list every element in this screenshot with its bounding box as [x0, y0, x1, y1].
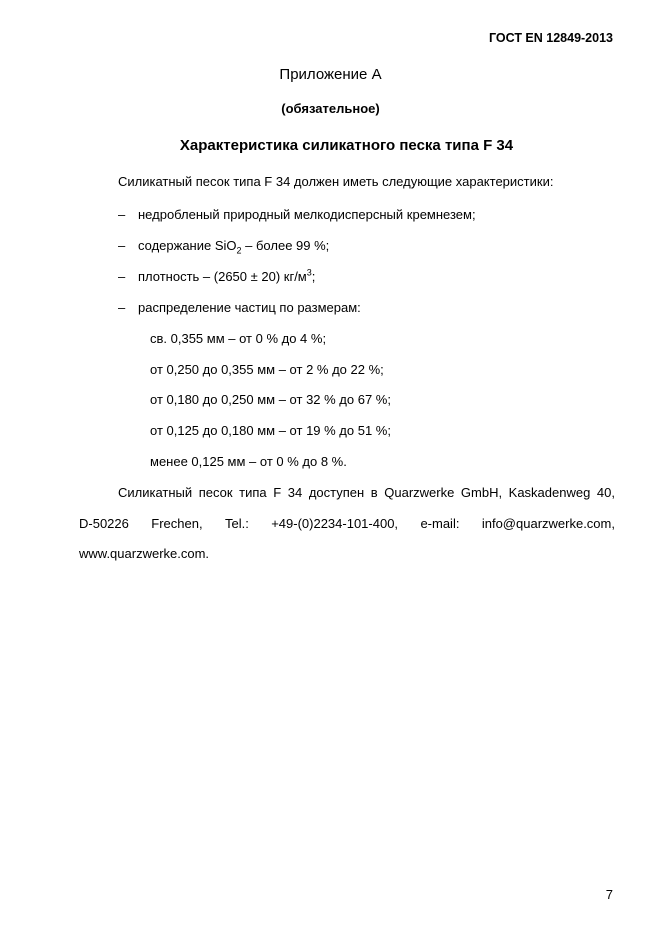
list-item	[138, 269, 315, 284]
email-address: info@quarzwerke.com,	[481, 516, 615, 531]
word: в	[370, 485, 378, 500]
list-item	[138, 238, 330, 256]
word: GmbH,	[460, 485, 503, 500]
list-dash: –	[118, 207, 126, 222]
silica-content-value: – более 99 %;	[241, 238, 330, 253]
word: типа	[239, 485, 267, 500]
list-dash: –	[118, 238, 126, 253]
list-dash: –	[118, 300, 126, 315]
word: песок	[198, 485, 233, 500]
word: 40,	[596, 485, 615, 500]
density-text: плотность – (2650 ± 20) кг/м	[138, 269, 307, 284]
word: F	[273, 485, 282, 500]
word: доступен	[308, 485, 365, 500]
fraction-line: от 0,125 до 0,180 мм – от 19 % до 51 %;	[150, 423, 391, 438]
postal-code: D-50226	[79, 516, 129, 531]
list-item: распределение частиц по размерам:	[138, 300, 361, 315]
word: Силикатный	[118, 485, 193, 500]
fraction-line: св. 0,355 мм – от 0 % до 4 %;	[150, 331, 327, 346]
city: Frechen,	[151, 516, 203, 531]
page-number: 7	[605, 887, 613, 902]
standard-code: ГОСТ EN 12849-2013	[488, 31, 613, 45]
annex-title: Приложение А	[279, 66, 382, 83]
availability-line-2	[79, 516, 615, 531]
section-title: Характеристика силикатного песка типа F 34	[179, 137, 514, 154]
word: Quarzwerke	[384, 485, 455, 500]
density-end: ;	[311, 269, 316, 284]
superscript-3: 3	[306, 267, 312, 278]
phone-label: Tel.:	[224, 516, 249, 531]
annex-status: (обязательное)	[281, 101, 380, 116]
fraction-line: менее 0,125 мм – от 0 % до 8 %.	[150, 454, 347, 469]
list-dash: –	[118, 269, 126, 284]
phone-number: +49-(0)2234-101-400,	[271, 516, 399, 531]
intro-paragraph: Силикатный песок типа F 34 должен иметь следующие характеристики:	[118, 174, 554, 189]
availability-line-1	[118, 485, 615, 500]
fraction-line: от 0,180 до 0,250 мм – от 32 % до 67 %;	[150, 392, 391, 407]
fraction-line: от 0,250 до 0,355 мм – от 2 % до 22 %;	[150, 362, 384, 377]
website-url: www.quarzwerke.com.	[79, 546, 210, 561]
silica-content-text: содержание SiO	[138, 238, 237, 253]
word: Kaskadenweg	[508, 485, 591, 500]
word: 34	[287, 485, 303, 500]
subscript-2: 2	[236, 245, 242, 256]
list-item: недробленый природный мелкодисперсный кремнезем;	[138, 207, 476, 222]
email-label: e-mail:	[420, 516, 460, 531]
